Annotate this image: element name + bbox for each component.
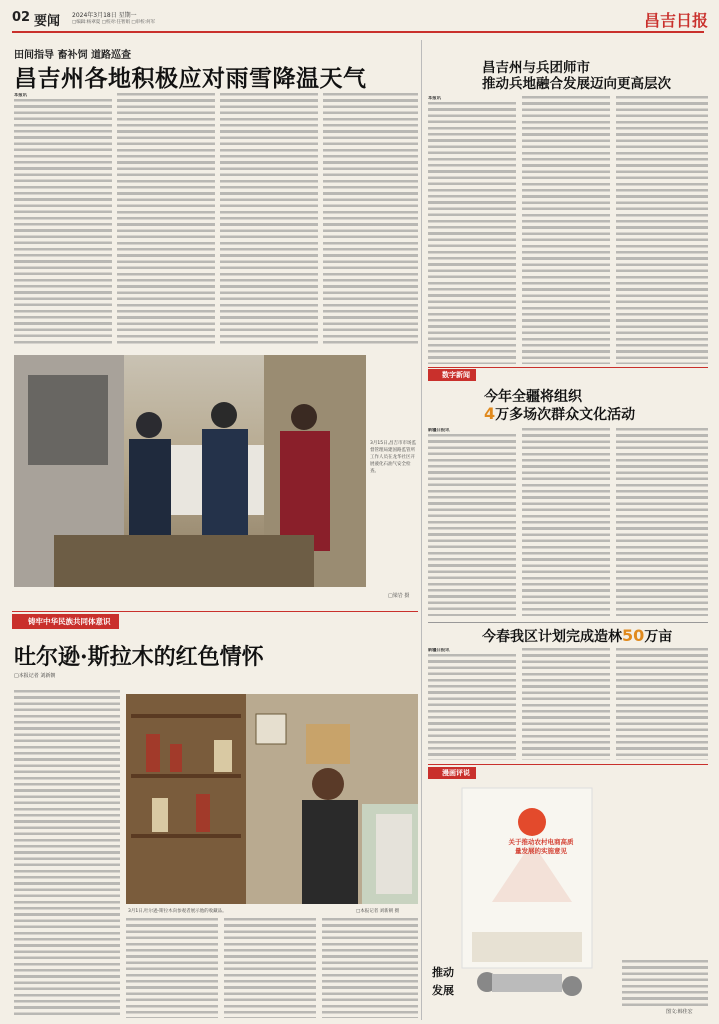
cartoon-rule bbox=[428, 764, 708, 765]
right-column-divider bbox=[421, 40, 422, 1020]
ethnic-body-col4 bbox=[322, 918, 418, 1018]
ethnic-section-tag: 铸牢中华民族共同体意识 bbox=[12, 614, 119, 629]
issue-date: 2024年3月18日 星期一 bbox=[72, 12, 137, 19]
afforestation-col3 bbox=[616, 648, 708, 760]
lead-photo bbox=[14, 355, 366, 587]
masthead-logo: 昌吉日报 bbox=[643, 11, 708, 30]
cartoon-tag: 漫画评说 bbox=[428, 767, 476, 779]
afforestation-headline bbox=[482, 626, 672, 646]
cartoon-commentary bbox=[622, 960, 708, 1006]
digital-news-rule bbox=[428, 367, 708, 368]
digital-news-headline-2 bbox=[484, 404, 635, 424]
right-story-text-lines bbox=[428, 102, 516, 364]
lead-photo-credit: □梁岩 摄 bbox=[388, 593, 410, 599]
lead-headline: 昌吉州各地积极应对雨雪降温天气 bbox=[14, 65, 367, 92]
cartoon-credit: 图文:韩佳宏 bbox=[666, 1009, 693, 1015]
right-story-headline-1: 昌吉州与兵团师市 bbox=[482, 60, 590, 76]
cartoon-card-title: 关于推动农村电商高质量发展的实施意见 bbox=[508, 838, 574, 855]
right-story-byline: 本报讯 bbox=[428, 96, 441, 101]
ethnic-photo-credit: □本报记者 刘新朝 摄 bbox=[356, 909, 400, 914]
digital-news-headline-1: 今年全疆将组织 bbox=[484, 389, 582, 405]
lead-byline: 本报讯 bbox=[14, 93, 27, 98]
header-rule bbox=[12, 31, 704, 33]
afforestation-headline-prefix: 今春我区计划完成造林 bbox=[482, 629, 622, 645]
afforestation-col1 bbox=[428, 648, 516, 760]
lead-body-col2 bbox=[117, 93, 215, 345]
lead-body-col4 bbox=[323, 93, 418, 345]
ethnic-body-col3 bbox=[224, 918, 316, 1018]
ethnic-headline: 吐尔逊·斯拉木的红色情怀 bbox=[14, 644, 264, 670]
ethnic-body-col2 bbox=[126, 918, 218, 1018]
editor-line: □编辑:杨翠夏 □校对:任智娟 □审校:何军 bbox=[72, 20, 156, 25]
ethnic-photo-caption: 3月1日,吐尔逊·斯拉木向参观者展示他的收藏品。 bbox=[128, 909, 227, 914]
digital-news-number: 4 bbox=[484, 404, 496, 423]
digital-news-headline-rest: 万多场次群众文化活动 bbox=[495, 407, 636, 423]
page-header bbox=[12, 8, 712, 32]
ethnic-body-col1 bbox=[14, 690, 120, 1018]
right-story-col3 bbox=[616, 96, 708, 364]
cartoon-illustration bbox=[432, 782, 618, 1014]
digital-news-col1 bbox=[428, 428, 516, 616]
lead-kicker: 田间指导 畜补饲 道路巡查 bbox=[14, 50, 131, 61]
right-story-col1 bbox=[428, 96, 516, 364]
page-number: 02 bbox=[12, 10, 31, 25]
digital-news-col3 bbox=[616, 428, 708, 616]
afforestation-number: 50 bbox=[622, 626, 645, 645]
afforestation-col2 bbox=[522, 648, 610, 760]
digital-news-text-lines bbox=[428, 434, 516, 616]
afforestation-headline-suffix: 万亩 bbox=[644, 629, 673, 645]
ethnic-photo bbox=[126, 694, 418, 904]
lead-photo-caption: 3月15日,昌吉市市场监督管理局建国路监管所工作人员在龙华社区开展液化石油气安全检查。 bbox=[370, 441, 417, 474]
ethnic-section-rule bbox=[12, 611, 418, 612]
afforestation-rule bbox=[428, 622, 708, 623]
section-label: 要闻 bbox=[34, 14, 61, 29]
afforestation-byline: 新疆日报讯 bbox=[428, 648, 450, 653]
lead-body-col3 bbox=[220, 93, 318, 345]
cartoon-label-1: 推动 bbox=[432, 966, 454, 979]
digital-news-byline: 新疆日报讯 bbox=[428, 428, 450, 433]
right-story-col2 bbox=[522, 96, 610, 364]
afforestation-text-lines bbox=[428, 654, 516, 760]
digital-news-col2 bbox=[522, 428, 610, 616]
digital-news-tag: 数字新闻 bbox=[428, 369, 476, 381]
cartoon-label-2: 发展 bbox=[432, 984, 454, 997]
right-story-headline-2: 推动兵地融合发展迈向更高层次 bbox=[482, 76, 671, 92]
lead-text-lines bbox=[14, 99, 112, 345]
ethnic-byline: □本报记者 刘新朝 bbox=[14, 673, 56, 679]
lead-body-col1 bbox=[14, 93, 112, 345]
